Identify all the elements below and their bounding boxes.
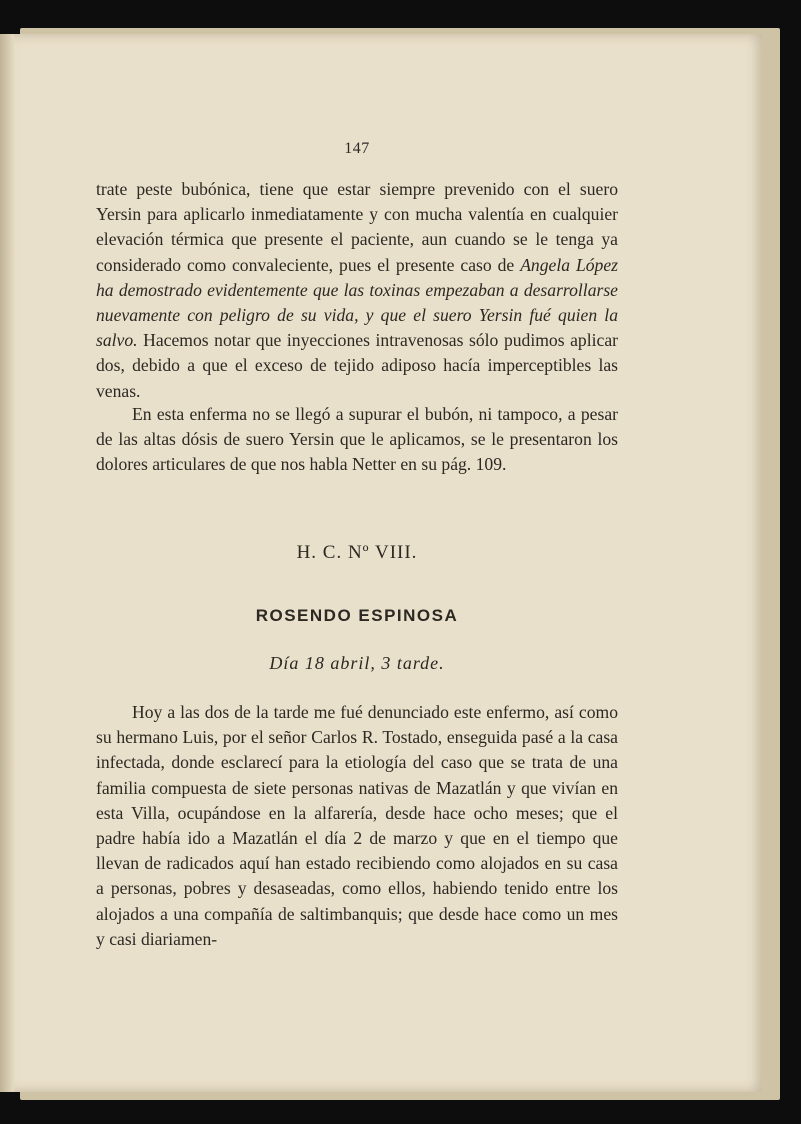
paragraph-2: En esta enferma no se llegó a supurar el bubón, ni tampoco, a pesar de las altas dósis de suero Yersin que le aplicamos, se le presentaron los dolores articulares de que nos habla Netter en su pág. 109. (96, 404, 618, 475)
paragraph-1-italic: Angela López ha demostrado evidentemente que las toxinas empezaban a desarrollarse nuevamente con peligro de su vida, y que el suero Yersin fué quien la salvo. (96, 254, 619, 351)
case-heading: H. C. Nº VIII. (296, 542, 418, 563)
paragraph-1 (96, 177, 618, 404)
patient-name-heading: ROSENDO ESPINOSA (255, 606, 459, 625)
page-fold-shadow (0, 34, 14, 1092)
paragraph-1-outro: Hacemos notar que inyecciones intravenosas sólo pudimos aplicar dos, debido a que el exceso de tejido adiposo hacía imperceptibles las venas. (96, 330, 618, 401)
paragraph-3: Hoy a las dos de la tarde me fué denunciado este enfermo, así como su hermano Luis, por el señor Carlos R. Tostado, enseguida pasé a la casa infectada, donde esclarecí para la etiología del caso que se trata de una familia compuesta de siete personas nativas de Mazatlán y que vivían en esta Villa, ocupándose en la alfarería, desde hace ocho meses; que el padre había ido a Mazatlán el día 2 de marzo y que en el tiempo que llevan de radicados aquí han estado recibiendo como alojados en su casa a personas, pobres y desaseadas, como ellos, habiendo tenido entre los alojados a una compañía de saltimbanquis; que desde hace como un mes y casi diariamen- (96, 702, 618, 949)
page-number: 147 (344, 140, 370, 157)
paragraph-1-intro: trate peste bubónica, tiene que estar siempre prevenido con el suero Yersin para aplicarlo inmediatamente y con mucha valentía en cualquier elevación térmica que presente el paciente, aun cuando se le tenga ya considerado como convaleciente, pues el presente caso de (96, 179, 618, 275)
dateline: Día 18 abril, 3 tarde. (269, 653, 445, 673)
